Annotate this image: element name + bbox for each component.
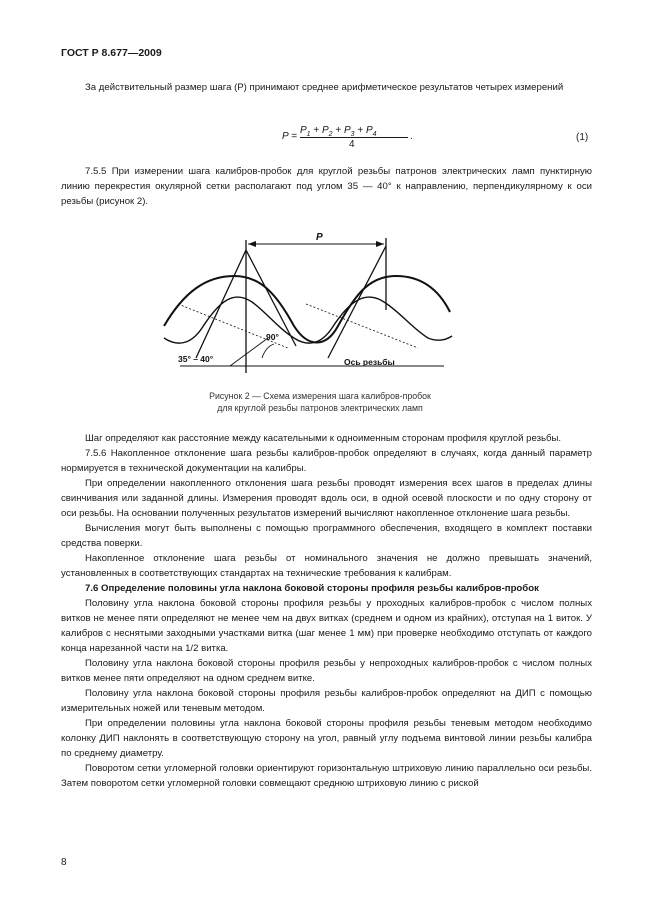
formula-1	[0, 125, 646, 155]
angle-label-35-40: 35° – 40°	[178, 354, 214, 364]
pitch-arrow-left	[248, 241, 256, 247]
paragraph-software: Вычисления могут быть выполнены с помощью программного обеспечения, входящего в комплект поставки средства поверки.	[61, 523, 592, 549]
tangent-line-3	[328, 246, 386, 358]
paragraph-average: За действительный размер шага (P) принимают среднее арифметическое результатов четырех измерений	[85, 82, 564, 93]
page-number: 8	[61, 857, 67, 868]
formula-numerator: $P_1 + P_2 + P_3 + P_4$	[300, 125, 377, 138]
formula-denominator: 4	[349, 139, 355, 150]
thread-profile-lower	[164, 297, 452, 343]
thread-profile-upper	[164, 276, 450, 343]
pitch-arrow-right	[376, 241, 384, 247]
angle-leader	[230, 338, 268, 366]
right-angle-arc	[262, 344, 274, 358]
thread-diagram	[156, 228, 456, 378]
paragraph-shadow-method: При определении половины угла наклона боковой стороны профиля резьбы теневым методом необходимо колонку ДИП наклонять в соответствующую сторону на угол, равный углу подъема винтовой линии резьбы калибра по среднему диаметру.	[61, 718, 592, 759]
formula-lhs: P =	[282, 131, 297, 142]
formula-dot: .	[410, 131, 413, 142]
formula-number: (1)	[576, 132, 589, 143]
angle-label-90: 90°	[266, 332, 279, 342]
thread-axis-label: Ось резьбы	[344, 357, 395, 367]
document-header: ГОСТ Р 8.677—2009	[61, 47, 162, 59]
pitch-label: P	[316, 232, 323, 243]
figure-caption: Рисунок 2 — Схема измерения шага калибров-пробок для круглой резьбы патронов электрических ламп	[209, 391, 431, 413]
paragraph-7-5-6: 7.5.6 Накопленное отклонение шага резьбы калибров-пробок определяют в случаях, когда данный параметр нормируется в технической документации на калибры.	[61, 448, 592, 474]
paragraph-goniometer: Поворотом сетки угломерной головки ориентируют горизонтальную штриховую линию параллельно оси резьбы. Затем поворотом сетки угломерной головки совмещают среднюю штриховую линию с риской	[61, 763, 592, 789]
tangent-line-1	[196, 250, 246, 358]
figure-2	[156, 228, 456, 383]
paragraph-dip-method: Половину угла наклона боковой стороны профиля резьбы калибров-пробок определяют на ДИП с помощью измерительных ножей или теневым методом.	[61, 688, 592, 714]
paragraph-deviation-limit: Накопленное отклонение шага резьбы от номинального значения не должно превышать значений, установленных в соответствующих стандартах на технические требования к калибрам.	[61, 553, 592, 579]
fraction-bar	[300, 137, 408, 138]
section-heading-7-6: 7.6 Определение половины угла наклона боковой стороны профиля резьбы калибров-пробок	[85, 583, 539, 594]
paragraph-7-5-5: 7.5.5 При измерении шага калибров-пробок для круглой резьбы патронов электрических ламп пунктирную линию перекрестия окулярной сетки располагают под углом 35 — 40° к направлению, перпендикулярному к оси резьбы (рисунок 2).	[61, 166, 592, 207]
body-text	[61, 431, 592, 791]
paragraph-nogo-gauges: Половину угла наклона боковой стороны профиля резьбы у непроходных калибров-пробок с числом полных витков менее пяти определяют на одном среднем витке.	[61, 658, 592, 684]
paragraph-go-gauges: Половину угла наклона боковой стороны профиля резьбы у проходных калибров-пробок с числом полных витков не менее пяти определяют не менее чем на двух витках (среднем и одном из крайних), отступая на 1 виток. У калибров с неснятыми заходными участками витка (шаг менее 1 мм) при проверке необходимо отступать от каждого конца нарезанной части на 1/2 витка.	[61, 598, 592, 654]
fraction-half: 1/2	[185, 643, 199, 654]
paragraph-pitch-definition: Шаг определяют как расстояние между касательными к одноименным сторонам профиля круглой резьбы.	[85, 433, 562, 444]
paragraph-accumulated-measurement: При определении накопленного отклонения шага резьбы проводят измерения всех шагов в пределах длины свинчивания или заданной длины. Измерения проводят вдоль оси, в одной осевой плоскости и по одну сторону от оси резьбы. На основании полученных результатов измерений вычисляют накопленное отклонение шага резьбы.	[61, 478, 592, 519]
